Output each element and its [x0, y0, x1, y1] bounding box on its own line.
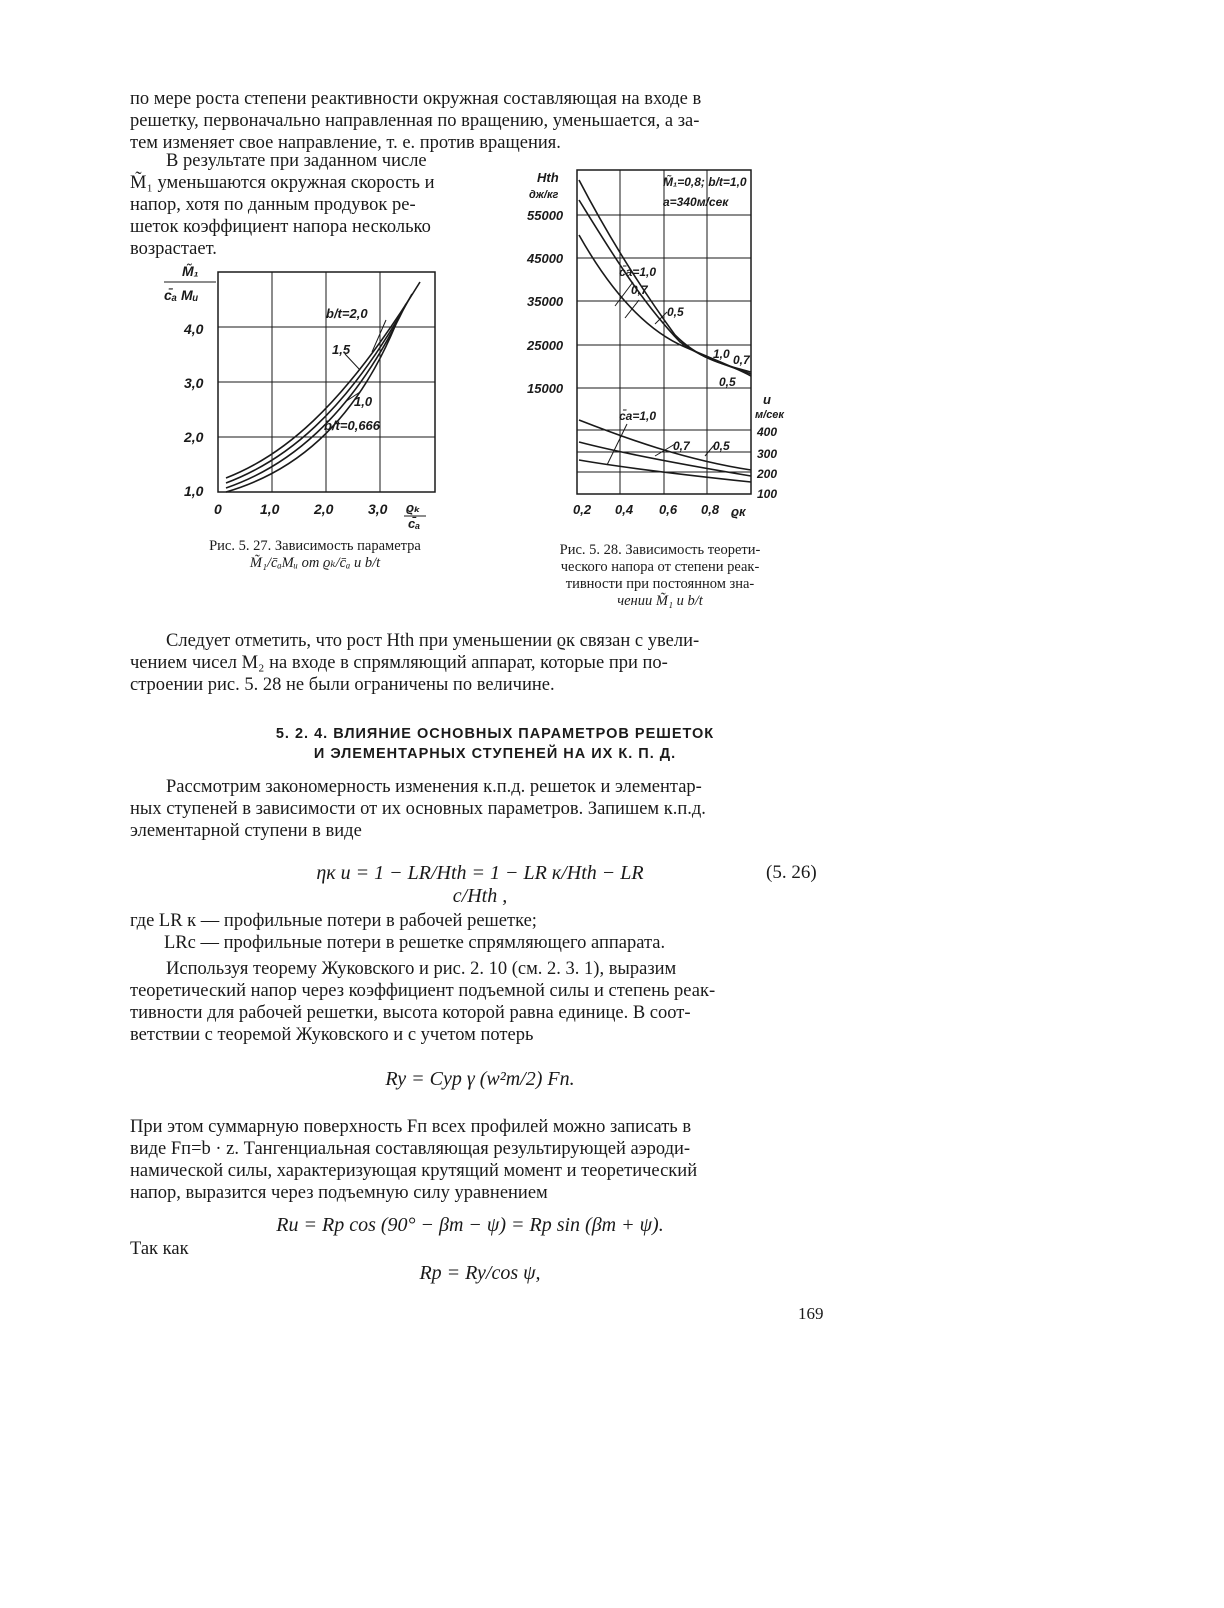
text-line: строении рис. 5. 28 не были ограничены по величине. [130, 675, 555, 695]
y-tick: 15000 [527, 381, 564, 396]
x-label: ϱк [731, 504, 746, 519]
text-line: возрастает. [130, 239, 217, 259]
y-label-bottom: дж/кг [529, 189, 559, 201]
text-line: Так как [130, 1239, 189, 1259]
text-line: В результате при заданном числе [166, 151, 427, 171]
text-line: шеток коэффициент напора несколько [130, 217, 431, 237]
x-label-top: ϱₖ [406, 500, 421, 515]
caption-line: ческого напора от степени реак- [560, 559, 760, 575]
text-line: виде Fп=b · z. Тангенциальная составляющая результирующей аэроди- [130, 1139, 691, 1159]
heading-line: 5. 2. 4. ВЛИЯНИЕ ОСНОВНЫХ ПАРАМЕТРОВ РЕШЕТОК [275, 726, 715, 742]
y-tick: 2,0 [184, 429, 204, 445]
right-tick: 300 [757, 447, 778, 461]
section-heading [150, 724, 840, 764]
curve-label: 0,7 [673, 439, 690, 453]
text-line: намической силы, характеризующая крутящий момент и теоретический [130, 1161, 698, 1181]
figure-5-27-caption [170, 538, 460, 572]
y-tick: 35000 [527, 294, 564, 309]
caption-line: Рис. 5. 28. Зависимость теорети- [559, 542, 761, 558]
paragraph [130, 776, 840, 842]
curve-bt-2-0 [226, 282, 420, 478]
right-label-top: u [763, 392, 771, 407]
x-tick: 1,0 [260, 501, 280, 517]
where-clause [130, 910, 840, 954]
y-tick: 25000 [527, 338, 564, 353]
x-tick: 0 [214, 501, 222, 517]
x-tick: 3,0 [368, 501, 388, 517]
x-label-bottom: c̄ₐ [408, 516, 421, 531]
figure-5-27 [160, 262, 460, 532]
equation-rp: Rp = Ry/cos ψ, [419, 1262, 541, 1284]
left-column-paragraph [130, 150, 500, 260]
figure-5-28 [515, 160, 805, 525]
x-tick: 0,4 [615, 502, 634, 517]
caption-line: M̃₁/c̄ₐMᵤ от ϱₖ/c̄ₐ и b/t [249, 555, 381, 571]
equation-number: (5. 26) [766, 862, 817, 883]
curve-label: c̄a=1,0 [619, 265, 657, 279]
curve-label: b/t=0,666 [324, 418, 381, 433]
text-line: решетку, первоначально направленная по вращению, уменьшается, а за- [130, 111, 700, 131]
text-line: M̃₁ уменьшаются окружная скорость и [130, 173, 435, 193]
paragraph [130, 630, 840, 696]
text-line: напор, выразится через подъемную силу уравнением [130, 1183, 548, 1203]
text-line: При этом суммарную поверхность Fп всех профилей можно записать в [130, 1117, 692, 1137]
y-label-bottom: c̄ₐ Mᵤ [164, 287, 199, 303]
curve-label: 1,5 [332, 342, 351, 357]
equation-ru: Ru = Rp cos (90° − βm − ψ) = Rp sin (βm + ψ). [276, 1214, 664, 1236]
text-line: напор, хотя по данным продувок ре- [130, 195, 416, 215]
right-tick: 200 [757, 467, 778, 481]
curve-label: c̄a=1,0 [619, 409, 657, 423]
x-tick: 0,6 [659, 502, 678, 517]
text-line: по мере роста степени реактивности окружная составляющая на входе в [130, 89, 702, 109]
text-line: Следует отметить, что рост Hth при уменьшении ϱк связан с увели- [166, 631, 700, 651]
curve-label: 0,5 [719, 375, 736, 389]
y-tick: 3,0 [184, 375, 204, 391]
curve-label: 0,7 [631, 283, 648, 297]
legend-line: a=340м/сек [663, 195, 729, 209]
y-label-top: Hth [537, 170, 559, 185]
x-tick: 0,2 [573, 502, 592, 517]
text-line: теоретический напор через коэффициент подъемной силы и степень реак- [130, 981, 716, 1001]
text-line: тем изменяет свое направление, т. е. против вращения. [130, 133, 561, 153]
curve-label: 0,7 [733, 353, 750, 367]
curve-label: 0,5 [713, 439, 730, 453]
caption-line: чении M̃₁ и b/t [617, 593, 703, 609]
heading-line: И ЭЛЕМЕНТАРНЫХ СТУПЕНЕЙ НА ИХ К. П. Д. [313, 746, 677, 762]
x-tick: 2,0 [314, 501, 334, 517]
caption-line: Рис. 5. 27. Зависимость параметра [209, 538, 421, 554]
grid-lines [218, 272, 435, 492]
text-line: ветствии с теоремой Жуковского и с учетом потерь [130, 1025, 534, 1045]
curve-label: 0,5 [667, 305, 684, 319]
caption-line: тивности при постоянном зна- [565, 576, 755, 592]
curve-label: 1,0 [713, 347, 730, 361]
equation-ry: Ry = Cyp γ (w²m/2) Fп. [385, 1068, 575, 1090]
text-line: элементарной ступени в виде [130, 821, 362, 841]
text-line: тивности для рабочей решетки, высота которой равна единице. В соот- [130, 1003, 691, 1023]
paragraph [130, 1116, 840, 1204]
text-line: где LR к — профильные потери в рабочей решетке; [130, 911, 537, 931]
y-tick: 1,0 [184, 483, 204, 499]
right-label-bottom: м/сек [755, 409, 785, 421]
curve-label: b/t=2,0 [326, 306, 368, 321]
x-tick: 0,8 [701, 502, 720, 517]
curve-bt-1-0 [226, 304, 406, 488]
y-tick: 45000 [527, 251, 564, 266]
y-tick: 4,0 [184, 321, 204, 337]
paragraph [130, 958, 840, 1046]
text-line: ных ступеней в зависимости от их основных параметров. Запишем к.п.д. [130, 799, 706, 819]
right-tick: 100 [757, 487, 778, 501]
text-line: чением чисел M₂ на входе в спрямляющий аппарат, которые при по- [130, 653, 668, 673]
legend-line: M̃₁=0,8; b/t=1,0 [663, 175, 747, 189]
curve-label: 1,0 [354, 394, 373, 409]
text-line: Используя теорему Жуковского и рис. 2. 10 (см. 2. 3. 1), выразим [166, 959, 677, 979]
text-line: LRc — профильные потери в решетке спрямляющего аппарата. [164, 933, 666, 953]
y-label-top: M̃₁ [182, 263, 199, 279]
figure-5-28-caption [525, 542, 795, 610]
page-number: 169 [798, 1304, 824, 1323]
text-line: Рассмотрим закономерность изменения к.п.д. решеток и элементар- [166, 777, 702, 797]
right-tick: 400 [757, 425, 778, 439]
equation-5-26: ηк u = 1 − LR/Hth = 1 − LR к/Hth − LR c/Hth , [316, 862, 644, 907]
curve-bt-1-5 [226, 294, 412, 483]
intro-paragraph [130, 88, 840, 154]
y-tick: 55000 [527, 208, 564, 223]
